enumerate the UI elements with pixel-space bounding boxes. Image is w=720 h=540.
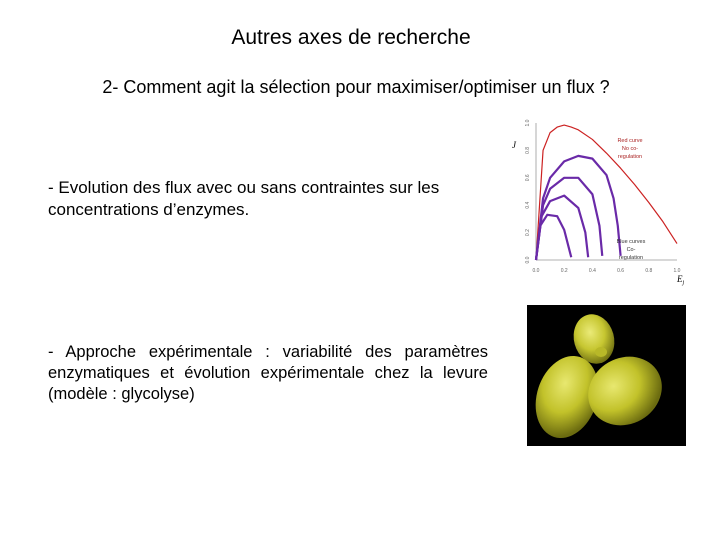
x-tick-label: 1.0 xyxy=(673,268,681,274)
y-tick-label: 1.0 xyxy=(525,119,531,127)
bullet-experimental-approach: - Approche expérimentale : variabilité des paramètres enzymatiques et évolution expérimentale chez la levure (modèle : glycolyse) xyxy=(48,343,488,403)
y-axis-label: J xyxy=(512,140,516,150)
y-tick-label: 0.8 xyxy=(525,146,531,154)
x-axis-label xyxy=(676,274,685,286)
yeast-photo xyxy=(527,305,686,446)
annotation-red-line2: No co- xyxy=(621,146,639,152)
flux-chart xyxy=(505,115,688,290)
flux-chart-svg xyxy=(505,115,688,290)
slide-title: Autres axes de recherche xyxy=(231,26,471,49)
x-axis-label-main: E xyxy=(677,274,683,284)
x-tick-label: 0.8 xyxy=(645,268,653,274)
y-tick-label: 0.6 xyxy=(525,174,531,182)
annotation-red-line3: regulation xyxy=(617,154,643,160)
bullet-flux-evolution: - Evolution des flux avec ou sans contraintes sur les concentrations d’enzymes. xyxy=(48,178,440,219)
y-tick-label: 0.2 xyxy=(525,229,531,237)
x-tick-label: 0.6 xyxy=(617,268,625,274)
slide-question: 2- Comment agit la sélection pour maximiser/optimiser un flux ? xyxy=(102,77,610,97)
y-tick-label: 0.0 xyxy=(525,256,531,264)
x-axis-label-sub: j xyxy=(682,280,685,286)
annotation-blue-line1: Blue curves xyxy=(616,239,646,245)
y-tick-label: 0.4 xyxy=(525,201,531,209)
annotation-blue-line2: Co- xyxy=(626,247,636,253)
chart-frame xyxy=(536,123,677,260)
annotation-blue-line3: regulation xyxy=(618,255,644,261)
annotation-red xyxy=(617,138,642,160)
x-tick-label: 0.0 xyxy=(532,268,540,274)
yeast-bud-tip xyxy=(595,347,607,357)
yeast-cells-micrograph xyxy=(527,305,686,446)
series-line-0 xyxy=(536,125,677,260)
x-tick-label: 0.2 xyxy=(560,268,568,274)
x-tick-label: 0.4 xyxy=(588,268,596,274)
annotation-red-line1: Red curve xyxy=(617,138,643,144)
